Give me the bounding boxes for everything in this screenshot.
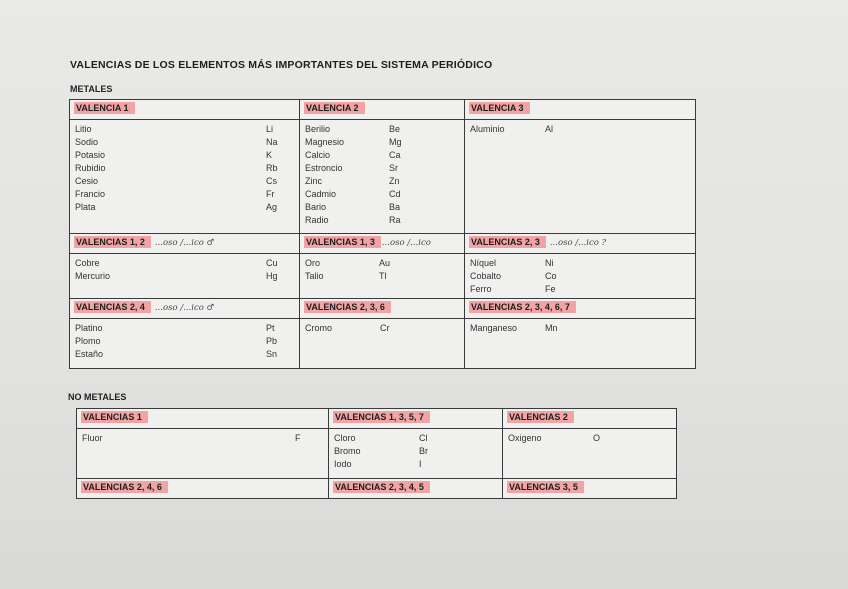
no-metales-table bbox=[76, 408, 677, 499]
element-name: Estroncio bbox=[305, 163, 343, 173]
element-name: Oro bbox=[305, 258, 321, 268]
section-label-no-metales: NO METALES bbox=[68, 392, 127, 402]
header-nm-valencias-2: VALENCIAS 2 bbox=[507, 411, 574, 423]
element-symbol: Au bbox=[379, 258, 391, 268]
element-symbol: Cd bbox=[389, 189, 401, 199]
no-metales-header-row-1 bbox=[77, 409, 677, 429]
header-valencia-3: VALENCIA 3 bbox=[469, 102, 530, 114]
element-symbol: Ca bbox=[389, 150, 401, 160]
element-name: Mercurio bbox=[75, 271, 111, 281]
element-symbol: Br bbox=[419, 446, 428, 456]
header-cell bbox=[300, 234, 465, 254]
element-symbol: Mg bbox=[389, 137, 402, 147]
element-symbol: Be bbox=[389, 124, 401, 134]
element-row bbox=[470, 123, 690, 136]
element-row bbox=[305, 214, 459, 227]
cell-elements bbox=[70, 254, 300, 299]
element-symbol: Sr bbox=[389, 163, 398, 173]
element-symbol: K bbox=[266, 150, 273, 160]
element-row bbox=[305, 123, 459, 136]
element-name: Oxigeno bbox=[508, 433, 542, 443]
header-valencias-1-3: VALENCIAS 1, 3 bbox=[304, 236, 381, 248]
header-cell bbox=[465, 234, 696, 254]
element-name: Iodo bbox=[334, 459, 352, 469]
cell-elements bbox=[300, 319, 465, 369]
element-row bbox=[305, 257, 459, 270]
element-row bbox=[470, 322, 690, 335]
header-cell bbox=[465, 299, 696, 319]
cell-elements bbox=[70, 120, 300, 234]
header-cell bbox=[503, 409, 677, 429]
element-row bbox=[305, 270, 459, 283]
section-label-metales: METALES bbox=[70, 84, 113, 94]
element-name: Talio bbox=[305, 271, 324, 281]
header-cell bbox=[300, 100, 465, 120]
element-symbol: Co bbox=[545, 271, 557, 281]
handwritten-note: ...oso /...ico ? bbox=[549, 238, 607, 248]
element-symbol: F bbox=[295, 433, 301, 443]
header-cell bbox=[70, 299, 300, 319]
element-row bbox=[305, 149, 459, 162]
element-symbol: Ag bbox=[266, 202, 278, 212]
metales-body-row-2 bbox=[70, 254, 696, 299]
element-row bbox=[75, 162, 294, 175]
metales-header-row-1 bbox=[70, 100, 696, 120]
element-name: Calcio bbox=[305, 150, 331, 160]
element-row bbox=[75, 136, 294, 149]
element-row bbox=[305, 162, 459, 175]
element-name: Rubidio bbox=[75, 163, 106, 173]
element-symbol: Ba bbox=[389, 202, 401, 212]
element-row bbox=[470, 257, 690, 270]
element-symbol: Hg bbox=[266, 271, 278, 281]
element-name: Cesio bbox=[75, 176, 99, 186]
element-symbol: Cu bbox=[266, 258, 278, 268]
element-symbol: Mn bbox=[545, 323, 558, 333]
element-row bbox=[305, 136, 459, 149]
element-symbol: Tl bbox=[379, 271, 387, 281]
metales-header-row-2 bbox=[70, 234, 696, 254]
element-name: Litio bbox=[75, 124, 92, 134]
element-name: Radio bbox=[305, 215, 329, 225]
element-row bbox=[334, 445, 497, 458]
header-cell bbox=[70, 100, 300, 120]
element-row bbox=[305, 322, 459, 335]
document-title: VALENCIAS DE LOS ELEMENTOS MÁS IMPORTANTES DEL SISTEMA PERIÓDICO bbox=[70, 59, 493, 71]
header-cell bbox=[77, 479, 329, 499]
header-valencias-2-3-4-6-7: VALENCIAS 2, 3, 4, 6, 7 bbox=[469, 301, 576, 313]
element-name: Cloro bbox=[334, 433, 356, 443]
element-symbol: I bbox=[419, 459, 422, 469]
no-metales-body-row-1 bbox=[77, 429, 677, 479]
element-row bbox=[82, 432, 323, 445]
element-row bbox=[470, 270, 690, 283]
element-name: Plata bbox=[75, 202, 96, 212]
cell-elements bbox=[503, 429, 677, 479]
element-row bbox=[75, 149, 294, 162]
header-valencias-2-3-6: VALENCIAS 2, 3, 6 bbox=[304, 301, 391, 313]
header-cell bbox=[70, 234, 300, 254]
element-name: Plomo bbox=[75, 336, 101, 346]
header-nm-valencias-1-3-5-7: VALENCIAS 1, 3, 5, 7 bbox=[333, 411, 430, 423]
element-row bbox=[334, 432, 497, 445]
element-symbol: Cr bbox=[380, 323, 390, 333]
element-name: Sodio bbox=[75, 137, 99, 147]
header-cell bbox=[465, 100, 696, 120]
element-row bbox=[75, 257, 294, 270]
header-nm-valencias-2-4-6: VALENCIAS 2, 4, 6 bbox=[81, 481, 168, 493]
element-symbol: Na bbox=[266, 137, 278, 147]
cell-elements bbox=[300, 254, 465, 299]
element-row bbox=[75, 322, 294, 335]
element-symbol: Fe bbox=[545, 284, 556, 294]
header-valencias-1-2: VALENCIAS 1, 2 bbox=[74, 236, 151, 248]
element-name: Manganeso bbox=[470, 323, 518, 333]
element-row bbox=[305, 201, 459, 214]
element-symbol: Al bbox=[545, 124, 554, 134]
element-symbol: Li bbox=[266, 124, 274, 134]
element-row bbox=[305, 175, 459, 188]
element-name: Francio bbox=[75, 189, 106, 199]
header-nm-valencias-1: VALENCIAS 1 bbox=[81, 411, 148, 423]
header-cell bbox=[300, 299, 465, 319]
metales-body-row-1 bbox=[70, 120, 696, 234]
cell-elements bbox=[77, 429, 329, 479]
header-nm-valencias-2-3-4-5: VALENCIAS 2, 3, 4, 5 bbox=[333, 481, 430, 493]
header-cell bbox=[329, 409, 503, 429]
no-metales-header-row-2 bbox=[77, 479, 677, 499]
element-row bbox=[75, 175, 294, 188]
element-row bbox=[75, 201, 294, 214]
cell-elements bbox=[329, 429, 503, 479]
element-name: Platino bbox=[75, 323, 103, 333]
element-symbol: O bbox=[593, 433, 601, 443]
element-name: Ferro bbox=[470, 284, 492, 294]
cell-elements bbox=[465, 254, 696, 299]
element-name: Cobre bbox=[75, 258, 100, 268]
element-row bbox=[508, 432, 671, 445]
element-name: Berilio bbox=[305, 124, 331, 134]
header-cell bbox=[503, 479, 677, 499]
element-symbol: Sn bbox=[266, 349, 278, 359]
element-name: Aluminio bbox=[470, 124, 505, 134]
element-name: Cobalto bbox=[470, 271, 502, 281]
header-nm-valencias-3-5: VALENCIAS 3, 5 bbox=[507, 481, 584, 493]
element-name: Cadmio bbox=[305, 189, 337, 199]
metales-header-row-3 bbox=[70, 299, 696, 319]
cell-elements bbox=[70, 319, 300, 369]
element-row bbox=[75, 348, 294, 361]
element-symbol: Fr bbox=[266, 189, 275, 199]
element-name: Bario bbox=[305, 202, 327, 212]
element-symbol: Ra bbox=[389, 215, 401, 225]
element-symbol: Rb bbox=[266, 163, 278, 173]
cell-elements bbox=[465, 120, 696, 234]
element-row bbox=[75, 188, 294, 201]
element-symbol: Pb bbox=[266, 336, 278, 346]
element-name: Fluor bbox=[82, 433, 103, 443]
header-valencia-2: VALENCIA 2 bbox=[304, 102, 365, 114]
element-name: Níquel bbox=[470, 258, 497, 268]
element-name: Zinc bbox=[305, 176, 323, 186]
element-row bbox=[75, 335, 294, 348]
element-symbol: Cl bbox=[419, 433, 428, 443]
element-symbol: Zn bbox=[389, 176, 400, 186]
metales-table bbox=[69, 99, 696, 369]
element-row bbox=[75, 270, 294, 283]
element-symbol: Cs bbox=[266, 176, 277, 186]
handwritten-note: ...oso /...ico ♂ bbox=[154, 303, 215, 313]
element-symbol: Pt bbox=[266, 323, 275, 333]
metales-body-row-3 bbox=[70, 319, 696, 369]
cell-elements bbox=[300, 120, 465, 234]
element-name: Potasio bbox=[75, 150, 106, 160]
handwritten-note: ...oso /...ico ♂ bbox=[154, 238, 215, 248]
handwritten-note: ...oso /...ico bbox=[381, 238, 431, 248]
cell-elements bbox=[465, 319, 696, 369]
element-symbol: Ni bbox=[545, 258, 554, 268]
header-valencia-1: VALENCIA 1 bbox=[74, 102, 135, 114]
element-name: Bromo bbox=[334, 446, 361, 456]
header-valencias-2-4: VALENCIAS 2, 4 bbox=[74, 301, 151, 313]
header-valencias-2-3: VALENCIAS 2, 3 bbox=[469, 236, 546, 248]
header-cell bbox=[77, 409, 329, 429]
element-name: Cromo bbox=[305, 323, 333, 333]
element-row bbox=[470, 283, 690, 296]
element-row bbox=[75, 123, 294, 136]
header-cell bbox=[329, 479, 503, 499]
element-name: Magnesio bbox=[305, 137, 345, 147]
element-name: Estaño bbox=[75, 349, 104, 359]
element-row bbox=[334, 458, 497, 471]
element-row bbox=[305, 188, 459, 201]
